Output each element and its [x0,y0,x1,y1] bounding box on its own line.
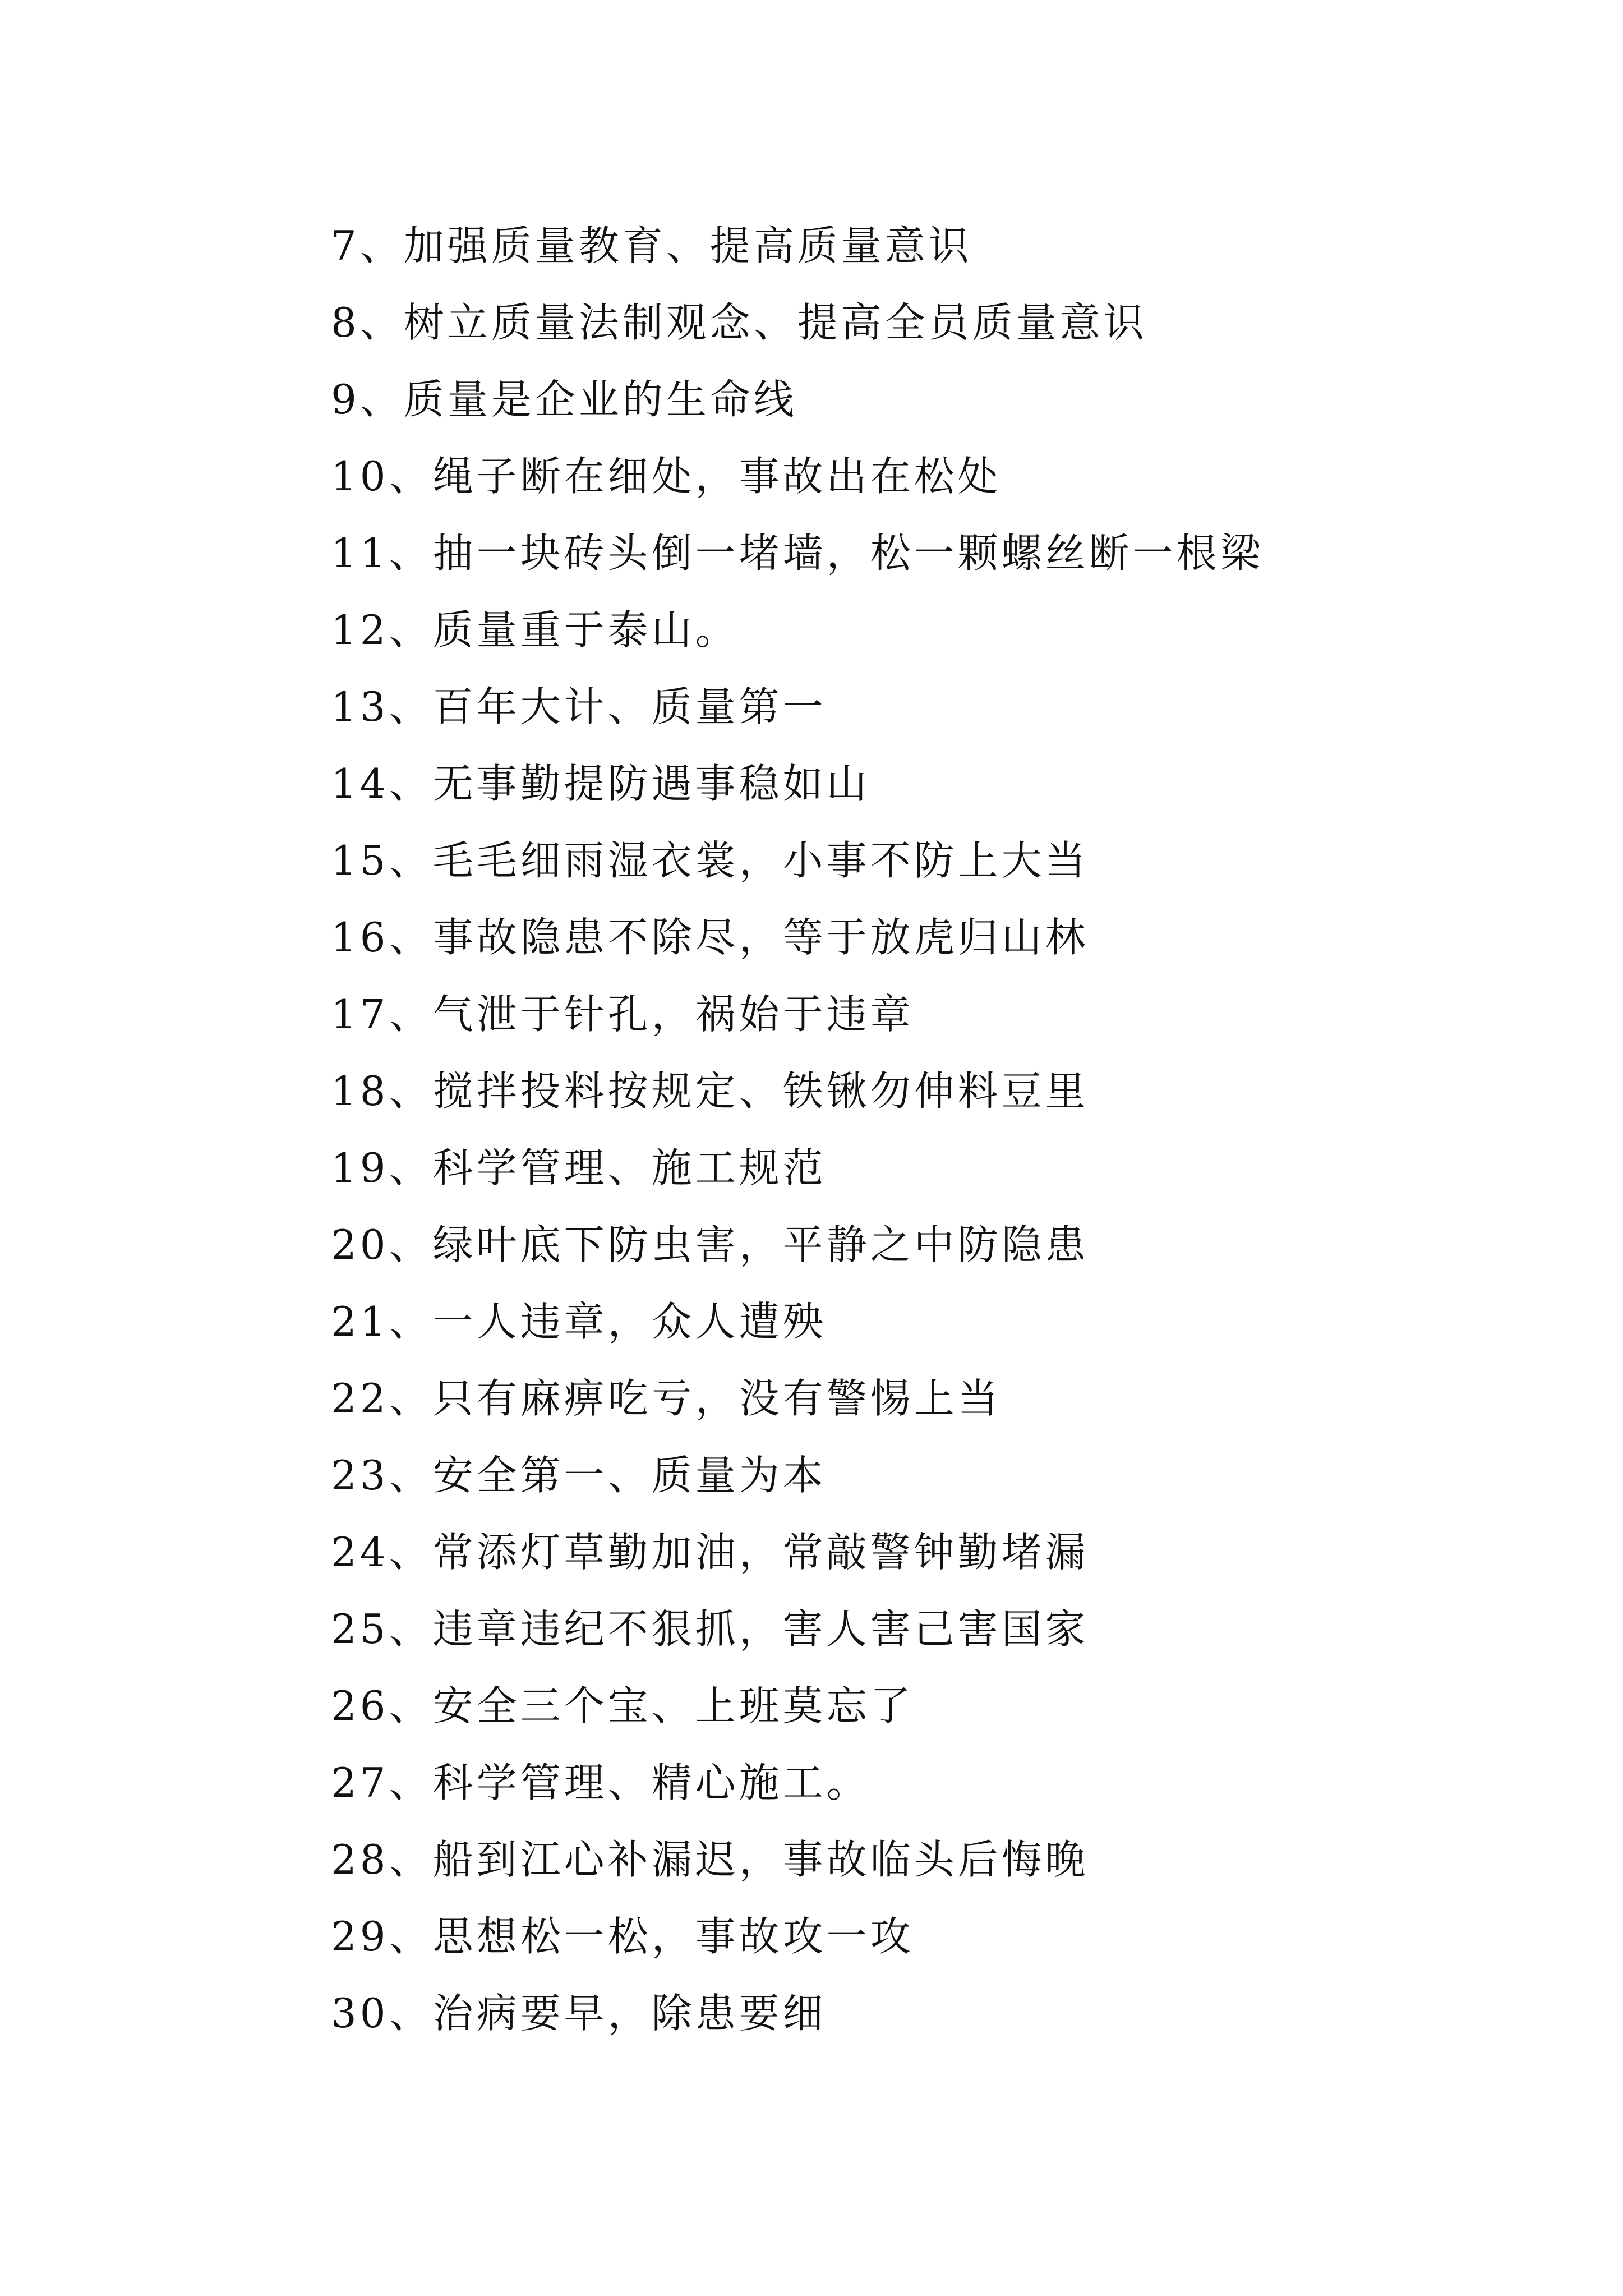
list-item: 18、搅拌投料按规定、铁锹勿伸料豆里 [331,1068,1089,1115]
list-item: 12、质量重于泰山。 [331,606,739,654]
list-item: 26、安全三个宝、上班莫忘了 [331,1682,914,1729]
list-item: 13、百年大计、质量第一 [331,683,827,730]
list-item: 21、一人违章，众人遭殃 [331,1298,827,1345]
list-item: 28、船到江心补漏迟，事故临头后悔晚 [331,1836,1089,1883]
list-item: 29、思想松一松，事故攻一攻 [331,1913,914,1960]
list-item: 30、治病要早，除患要细 [331,1990,827,2037]
list-item: 8、树立质量法制观念、提高全员质量意识 [331,299,1147,346]
slogan-list [331,208,1264,2052]
list-item: 22、只有麻痹吃亏，没有警惕上当 [331,1375,1002,1422]
list-item: 27、科学管理、精心施工。 [331,1759,870,1806]
list-item: 20、绿叶底下防虫害，平静之中防隐患 [331,1221,1089,1268]
list-item: 7、加强质量教育、提高质量意识 [331,222,972,269]
list-item: 16、事故隐患不除尽，等于放虎归山林 [331,914,1089,961]
list-item: 14、无事勤提防遇事稳如山 [331,760,870,807]
list-item: 24、常添灯草勤加油，常敲警钟勤堵漏 [331,1529,1089,1576]
list-item: 19、科学管理、施工规范 [331,1144,827,1191]
list-item: 10、绳子断在细处，事故出在松处 [331,453,1002,500]
list-item: 11、抽一块砖头倒一堵墙，松一颗螺丝断一根梁 [331,530,1264,577]
list-item: 15、毛毛细雨湿衣裳，小事不防上大当 [331,837,1089,884]
list-item: 17、气泄于针孔，祸始于违章 [331,991,914,1038]
list-item: 23、安全第一、质量为本 [331,1452,827,1499]
list-item: 9、质量是企业的生命线 [331,376,797,423]
list-item: 25、违章违纪不狠抓，害人害己害国家 [331,1605,1089,1653]
